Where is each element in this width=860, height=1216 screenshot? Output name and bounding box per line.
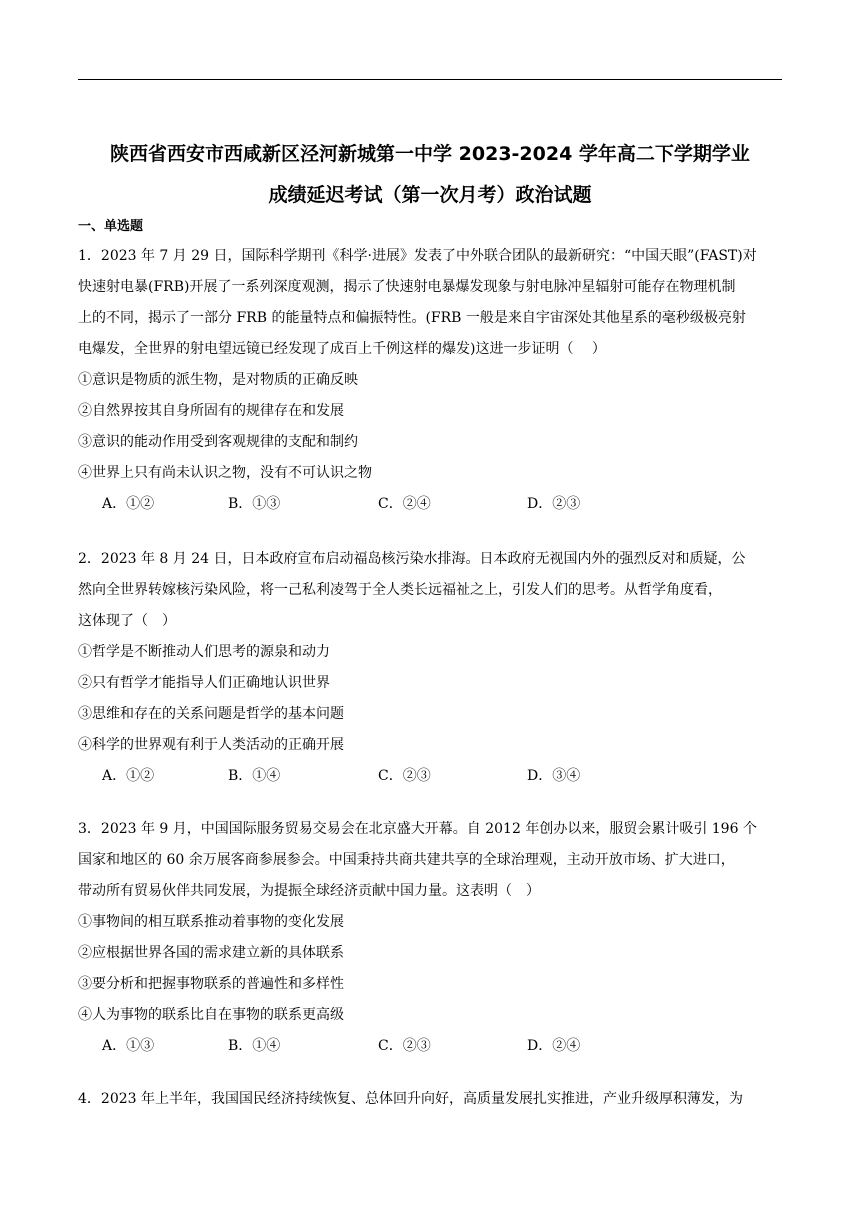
choice-b[interactable]: B．①④ bbox=[228, 768, 281, 784]
document-title-line-2: 成绩延迟考试（第一次月考）政治试题 bbox=[268, 184, 592, 206]
question-stem-line: 上的不同，揭示了一部分 FRB 的能量特点和偏振特性。(FRB 一般是来自宇宙深处其他星系的毫秒级极亮射 bbox=[78, 310, 746, 326]
question-2 bbox=[78, 544, 784, 791]
question-stem-line: 3．2023 年 9 月，中国国际服务贸易交易会在北京盛大开幕。自 2012 年创办以来，服贸会累计吸引 196 个 bbox=[78, 821, 757, 837]
question-stem-line: 然向全世界转嫁核污染风险，将一己私利凌驾于全人类长远福祉之上，引发人们的思考。从哲学角度看， bbox=[78, 582, 722, 598]
header-rule bbox=[78, 79, 782, 80]
statement-option: ④人为事物的联系比自在事物的联系更高级 bbox=[78, 1007, 344, 1023]
statement-option: ②只有哲学才能指导人们正确地认识世界 bbox=[78, 675, 330, 691]
question-stem-line: 2．2023 年 8 月 24 日，日本政府宣布启动福岛核污染水排海。日本政府无视国内外的强烈反对和质疑，公 bbox=[78, 551, 746, 567]
statement-option: ④世界上只有尚未认识之物，没有不可认识之物 bbox=[78, 465, 372, 481]
statement-option: ②应根据世界各国的需求建立新的具体联系 bbox=[78, 945, 344, 961]
choice-a[interactable]: A．①② bbox=[102, 768, 155, 784]
question-stem-line: 快速射电暴(FRB)开展了一系列深度观测，揭示了快速射电暴爆发现象与射电脉冲星辐射可能存在物理机制 bbox=[78, 279, 736, 295]
question-3 bbox=[78, 814, 784, 1061]
answer-choices bbox=[78, 761, 784, 791]
choice-c[interactable]: C．②③ bbox=[378, 1038, 431, 1054]
choice-b[interactable]: B．①④ bbox=[228, 1038, 281, 1054]
question-1 bbox=[78, 241, 784, 519]
document-title-line-1: 陕西省西安市西咸新区泾河新城第一中学 2023-2024 学年高二下学期学业 bbox=[110, 143, 750, 165]
statement-option: ③要分析和把握事物联系的普遍性和多样性 bbox=[78, 976, 344, 992]
choice-c[interactable]: C．②③ bbox=[378, 768, 431, 784]
choice-d[interactable]: D．②③ bbox=[527, 496, 581, 512]
question-stem-line: 1．2023 年 7 月 29 日，国际科学期刊《科学·进展》发表了中外联合团队的最新研究：“中国天眼”(FAST)对 bbox=[78, 248, 757, 264]
statement-option: ④科学的世界观有利于人类活动的正确开展 bbox=[78, 737, 344, 753]
statement-option: ①哲学是不断推动人们思考的源泉和动力 bbox=[78, 644, 330, 660]
statement-option: ③意识的能动作用受到客观规律的支配和制约 bbox=[78, 434, 358, 450]
choice-a[interactable]: A．①② bbox=[102, 496, 155, 512]
choice-d[interactable]: D．③④ bbox=[527, 768, 581, 784]
choice-a[interactable]: A．①③ bbox=[102, 1038, 155, 1054]
question-stem-line: 国家和地区的 60 余万展客商参展参会。中国秉持共商共建共享的全球治理观，主动开放市场、扩大进口， bbox=[78, 852, 735, 868]
question-4 bbox=[78, 1084, 784, 1115]
statement-option: ①意识是物质的派生物，是对物质的正确反映 bbox=[78, 372, 358, 388]
answer-choices bbox=[78, 489, 784, 519]
statement-option: ②自然界按其自身所固有的规律存在和发展 bbox=[78, 403, 344, 419]
question-stem-line: 带动所有贸易伙伴共同发展，为提振全球经济贡献中国力量。这表明（ ） bbox=[78, 883, 540, 899]
statement-option: ①事物间的相互联系推动着事物的变化发展 bbox=[78, 914, 344, 930]
question-stem-line: 4．2023 年上半年，我国国民经济持续恢复、总体回升向好，高质量发展扎实推进，产业升级厚积薄发，为 bbox=[78, 1091, 743, 1107]
choice-b[interactable]: B．①③ bbox=[228, 496, 281, 512]
choice-c[interactable]: C．②④ bbox=[378, 496, 431, 512]
choice-d[interactable]: D．②④ bbox=[527, 1038, 581, 1054]
question-stem-line: 电爆发，全世界的射电望远镜已经发现了成百上千例这样的爆发)这进一步证明（ ） bbox=[78, 341, 606, 357]
answer-choices bbox=[78, 1031, 784, 1061]
statement-option: ③思维和存在的关系问题是哲学的基本问题 bbox=[78, 706, 344, 722]
question-stem-line: 这体现了（ ） bbox=[78, 613, 176, 629]
section-heading: 一、单选题 bbox=[78, 219, 144, 234]
